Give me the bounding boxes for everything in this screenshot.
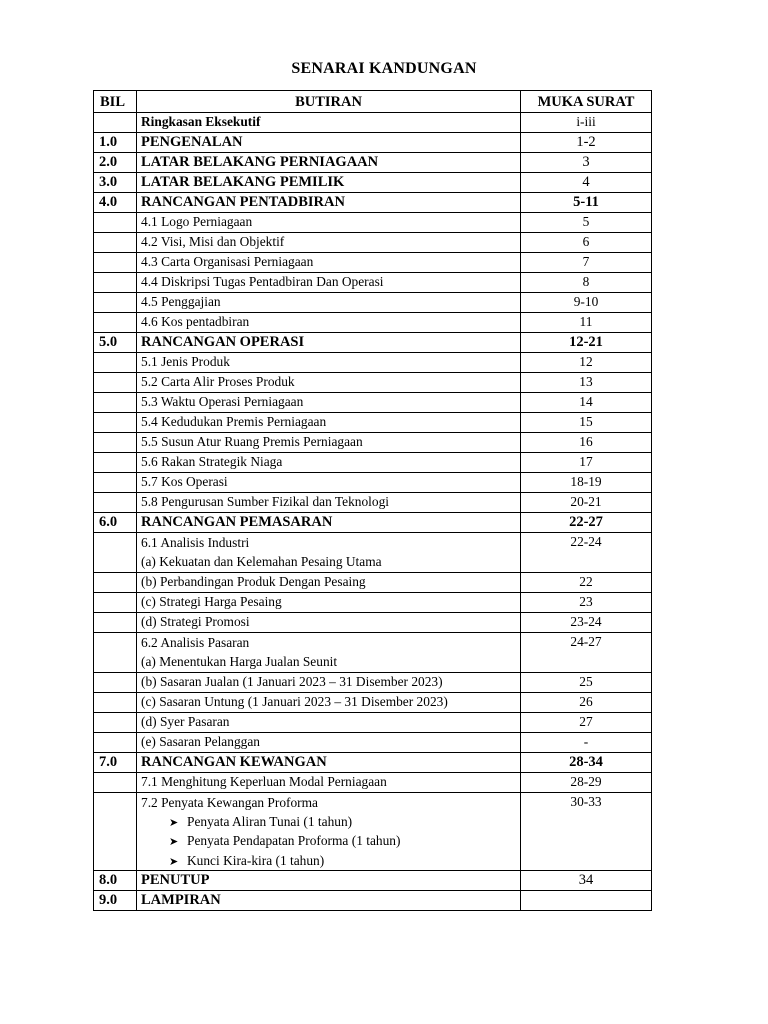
row-bil: [94, 792, 137, 871]
row-item: 5.4 Kedudukan Premis Perniagaan: [137, 413, 521, 433]
row-item: 5.1 Jenis Produk: [137, 353, 521, 373]
row-item: LATAR BELAKANG PEMILIK: [137, 173, 521, 193]
row-bil: 3.0: [94, 173, 137, 193]
row-item: (d) Syer Pasaran: [137, 712, 521, 732]
bullet-text: Penyata Aliran Tunai (1 tahun): [187, 813, 353, 829]
table-row: [94, 253, 652, 273]
row-page: 22: [521, 572, 652, 592]
table-row: [94, 712, 652, 732]
row-page: 4: [521, 173, 652, 193]
row-page: [521, 891, 652, 911]
arrow-bullet-icon: ➤: [169, 854, 179, 868]
table-row: [94, 193, 652, 213]
table-row: [94, 692, 652, 712]
row-page: 26: [521, 692, 652, 712]
row-bil: 8.0: [94, 871, 137, 891]
row-item: LAMPIRAN: [137, 891, 521, 911]
row-item: 5.5 Susun Atur Ruang Premis Perniagaan: [137, 433, 521, 453]
table-row: [94, 133, 652, 153]
row-item: PENGENALAN: [137, 133, 521, 153]
bullet-item: [141, 812, 516, 831]
row-bil: [94, 393, 137, 413]
row-item: 5.8 Pengurusan Sumber Fizikal dan Teknologi: [137, 493, 521, 513]
row-bil: [94, 273, 137, 293]
row-bil: [94, 353, 137, 373]
table-row: [94, 173, 652, 193]
arrow-bullet-icon: ➤: [169, 815, 179, 829]
row-bil: [94, 413, 137, 433]
row-page: 13: [521, 373, 652, 393]
table-row: [94, 113, 652, 133]
row-item: LATAR BELAKANG PERNIAGAAN: [137, 153, 521, 173]
header-bil: BIL: [94, 91, 137, 113]
table-row: [94, 233, 652, 253]
row-bil: 2.0: [94, 153, 137, 173]
table-row: [94, 752, 652, 772]
row-item: (d) Strategi Promosi: [137, 612, 521, 632]
row-bil: [94, 453, 137, 473]
row-page: 5: [521, 213, 652, 233]
row-page: 15: [521, 413, 652, 433]
row-bil: [94, 672, 137, 692]
row-bil: [94, 572, 137, 592]
table-row: [94, 493, 652, 513]
row-page: 7: [521, 253, 652, 273]
row-page: 9-10: [521, 293, 652, 313]
table-row: [94, 473, 652, 493]
table-row: [94, 153, 652, 173]
row-bil: 7.0: [94, 752, 137, 772]
table-row: [94, 333, 652, 353]
table-row: [94, 293, 652, 313]
table-row: [94, 213, 652, 233]
row-item: (b) Perbandingan Produk Dengan Pesaing: [137, 572, 521, 592]
row-bil: 4.0: [94, 193, 137, 213]
row-page: 25: [521, 672, 652, 692]
table-row: [94, 313, 652, 333]
row-page: 28-34: [521, 752, 652, 772]
row-page: 30-33: [521, 792, 652, 871]
row-item-line: 6.1 Analisis Industri: [141, 535, 250, 550]
row-bil: [94, 612, 137, 632]
row-item: Ringkasan Eksekutif: [137, 113, 521, 133]
row-page: 34: [521, 871, 652, 891]
row-item: (c) Strategi Harga Pesaing: [137, 592, 521, 612]
row-bil: [94, 113, 137, 133]
table-row: [94, 772, 652, 792]
row-page: 22-24: [521, 533, 652, 573]
row-bil: [94, 692, 137, 712]
row-item: 4.4 Diskripsi Tugas Pentadbiran Dan Operasi: [137, 273, 521, 293]
row-item: (c) Sasaran Untung (1 Januari 2023 – 31 Disember 2023): [137, 692, 521, 712]
row-page: 14: [521, 393, 652, 413]
row-item-line: (a) Menentukan Harga Jualan Seunit: [141, 654, 338, 670]
table-row: [94, 632, 652, 672]
row-item: [137, 632, 521, 672]
row-bil: 9.0: [94, 891, 137, 911]
row-bil: [94, 592, 137, 612]
row-page: 23-24: [521, 612, 652, 632]
row-page: 20-21: [521, 493, 652, 513]
row-bil: [94, 233, 137, 253]
header-muka-surat: MUKA SURAT: [521, 91, 652, 113]
table-row: [94, 433, 652, 453]
table-row: [94, 592, 652, 612]
row-item: RANCANGAN OPERASI: [137, 333, 521, 353]
row-item: 4.5 Penggajian: [137, 293, 521, 313]
row-bil: [94, 493, 137, 513]
row-item-line: (a) Kekuatan dan Kelemahan Pesaing Utama: [141, 554, 382, 570]
row-page: 1-2: [521, 133, 652, 153]
row-page: 8: [521, 273, 652, 293]
row-item: RANCANGAN PEMASARAN: [137, 513, 521, 533]
row-bil: 1.0: [94, 133, 137, 153]
row-bil: [94, 712, 137, 732]
row-bil: [94, 732, 137, 752]
row-page: 3: [521, 153, 652, 173]
bullet-item: [141, 831, 516, 850]
row-item: RANCANGAN PENTADBIRAN: [137, 193, 521, 213]
row-item-line: 7.2 Penyata Kewangan Proforma: [141, 794, 319, 810]
row-page: 23: [521, 592, 652, 612]
row-item: [137, 533, 521, 573]
row-item: 4.3 Carta Organisasi Perniagaan: [137, 253, 521, 273]
arrow-bullet-icon: ➤: [169, 835, 179, 849]
row-bil: [94, 373, 137, 393]
table-row: [94, 373, 652, 393]
table-row: [94, 533, 652, 573]
row-item: 7.1 Menghitung Keperluan Modal Perniagaan: [137, 772, 521, 792]
row-bil: [94, 772, 137, 792]
row-item: (b) Sasaran Jualan (1 Januari 2023 – 31 Disember 2023): [137, 672, 521, 692]
row-bil: [94, 632, 137, 672]
table-row: [94, 353, 652, 373]
table-row: [94, 612, 652, 632]
row-page: 5-11: [521, 193, 652, 213]
row-page: 6: [521, 233, 652, 253]
row-bil: [94, 253, 137, 273]
table-row: [94, 732, 652, 752]
header-butiran: BUTIRAN: [137, 91, 521, 113]
row-item: RANCANGAN KEWANGAN: [137, 752, 521, 772]
page-title: SENARAI KANDUNGAN: [291, 60, 477, 77]
row-item: 5.3 Waktu Operasi Perniagaan: [137, 393, 521, 413]
table-row: [94, 891, 652, 911]
table-row: [94, 572, 652, 592]
row-page: 18-19: [521, 473, 652, 493]
row-item-line: 6.2 Analisis Pasaran: [141, 634, 250, 650]
row-page: 16: [521, 433, 652, 453]
row-item: 4.6 Kos pentadbiran: [137, 313, 521, 333]
row-item: 4.2 Visi, Misi dan Objektif: [137, 233, 521, 253]
bullet-text: Kunci Kira-kira (1 tahun): [187, 852, 325, 868]
table-row: [94, 393, 652, 413]
contents-table: [93, 90, 652, 911]
table-row: [94, 513, 652, 533]
row-bil: [94, 433, 137, 453]
table-row: [94, 453, 652, 473]
row-page: 28-29: [521, 772, 652, 792]
row-item: [137, 792, 521, 871]
row-page: 12-21: [521, 333, 652, 353]
row-item: 5.7 Kos Operasi: [137, 473, 521, 493]
row-item: (e) Sasaran Pelanggan: [137, 732, 521, 752]
row-page: 12: [521, 353, 652, 373]
row-page: 24-27: [521, 632, 652, 672]
table-row: [94, 871, 652, 891]
row-page: -: [521, 732, 652, 752]
row-page: 22-27: [521, 513, 652, 533]
row-page: 17: [521, 453, 652, 473]
row-bil: 5.0: [94, 333, 137, 353]
row-item: 4.1 Logo Perniagaan: [137, 213, 521, 233]
row-bil: [94, 533, 137, 573]
row-bil: [94, 293, 137, 313]
row-bil: [94, 473, 137, 493]
bullet-item: [141, 851, 516, 870]
table-row: [94, 413, 652, 433]
row-page: i-iii: [521, 113, 652, 133]
row-item: 5.6 Rakan Strategik Niaga: [137, 453, 521, 473]
bullet-text: Penyata Pendapatan Proforma (1 tahun): [187, 833, 401, 849]
row-page: 11: [521, 313, 652, 333]
row-bil: [94, 213, 137, 233]
row-page: 27: [521, 712, 652, 732]
row-item: PENUTUP: [137, 871, 521, 891]
row-bil: 6.0: [94, 513, 137, 533]
table-row: [94, 792, 652, 871]
table-row: [94, 273, 652, 293]
row-bil: [94, 313, 137, 333]
table-header-row: [94, 91, 652, 113]
row-item: 5.2 Carta Alir Proses Produk: [137, 373, 521, 393]
table-row: [94, 672, 652, 692]
